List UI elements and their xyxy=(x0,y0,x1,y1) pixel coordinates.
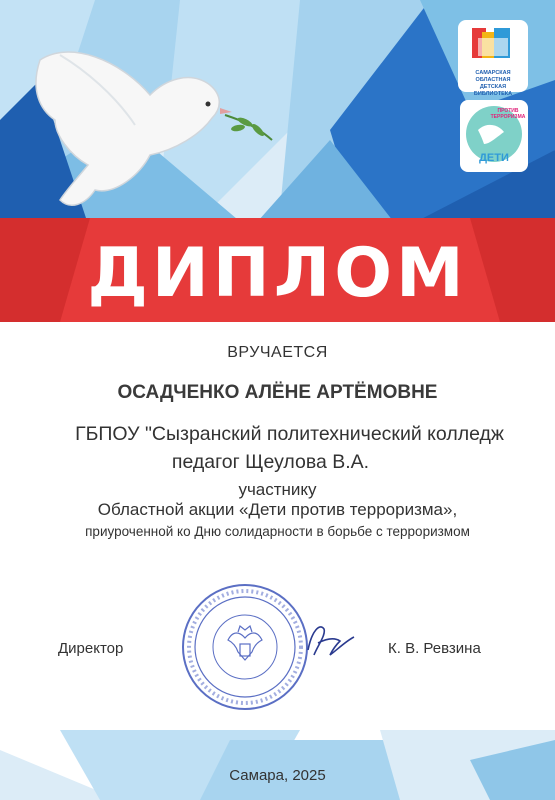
library-logo xyxy=(458,20,528,97)
children-against-terror-logo xyxy=(460,100,528,172)
signature-mark xyxy=(300,615,360,665)
footer-place-year: Самара, 2025 xyxy=(229,767,326,784)
action-name: Областной акции «Дети против терроризма», xyxy=(97,500,458,519)
diploma-title: ДИПЛОМ xyxy=(87,234,468,313)
organization-name: ГБПОУ "Сызранский политехнический колледж xyxy=(75,423,504,445)
library-logo-text: САМАРСКАЯ ОБЛАСТНАЯ ДЕТСКАЯ БИБЛИОТЕКА xyxy=(473,70,513,97)
signatory-name: К. В. Ревзина xyxy=(388,640,481,657)
awarded-label: ВРУЧАЕТСЯ xyxy=(227,344,328,361)
recipient-name: ОСАДЧЕНКО АЛЁНЕ АРТЁМОВНЕ xyxy=(117,382,438,403)
children-logo-main-text: ДЕТИ xyxy=(479,152,509,164)
footer-background xyxy=(0,730,555,800)
teacher-name: педагог Щеулова В.А. xyxy=(171,451,370,473)
participant-label: участнику xyxy=(238,480,317,499)
signatory-role: Директор xyxy=(58,640,124,657)
children-logo-top-text: ПРОТИВ ТЕРРОРИЗМА xyxy=(490,108,526,120)
official-stamp xyxy=(178,580,313,715)
dedication-text: приуроченной ко Дню солидарности в борьбе с терроризмом xyxy=(85,524,470,539)
coat-of-arms-icon xyxy=(228,626,262,660)
